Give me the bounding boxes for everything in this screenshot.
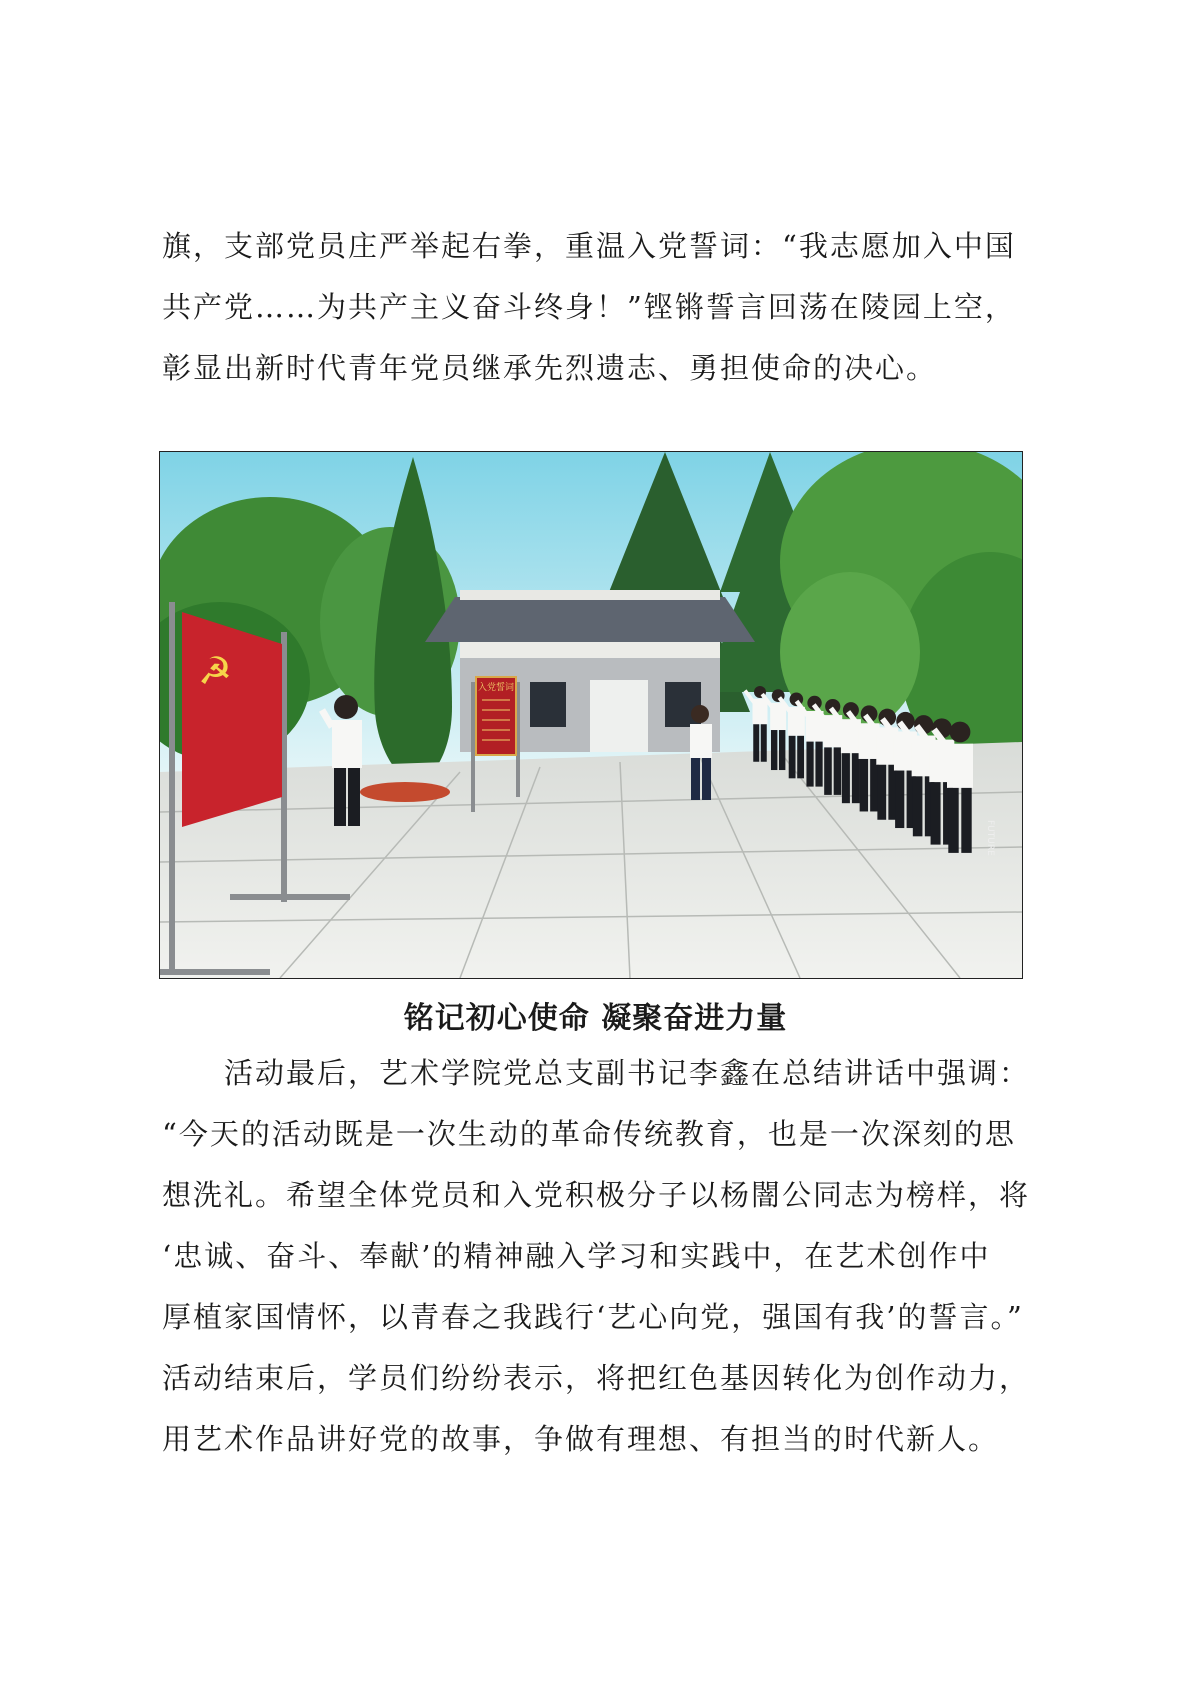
text-line: ‘忠诚、奋斗、奉献’的精神融入学习和实践中，在艺术创作中 [162,1239,991,1273]
body-paragraph-summary [162,1043,1042,1470]
shirt-print: FUTURE [985,820,995,856]
event-photo [159,451,1023,979]
text-line: 用艺术作品讲好党的故事，争做有理想、有担当的时代新人。 [162,1422,1000,1456]
text-line: 旗，支部党员庄严举起右拳，重温入党誓词：“我志愿加入中国 [162,229,1016,263]
oath-sign-heading: 入党誓词 [477,683,515,693]
text-line: 共产党……为共产主义奋斗终身！”铿锵誓言回荡在陵园上空， [162,290,1016,324]
body-paragraph-oath [162,216,1042,399]
text-line: 活动结束后，学员们纷纷表示，将把红色基因转化为创作动力， [162,1361,1031,1395]
text-line: “今天的活动既是一次生动的革命传统教育，也是一次深刻的思 [162,1117,1016,1151]
party-flag [182,612,282,827]
photo-caption: 铭记初心使命 凝聚奋进力量 [403,1001,788,1036]
party-emblem-icon: ☭ [198,649,233,693]
text-line: 活动最后，艺术学院党总支副书记李鑫在总结讲话中强调： [162,1056,1031,1090]
text-line: 想洗礼。希望全体党员和入党积极分子以杨闇公同志为榜样，将 [162,1178,1031,1212]
text-line: 厚植家国情怀，以青春之我践行‘艺心向党，强国有我’的誓言。” [162,1300,1024,1334]
text-line: 彰显出新时代青年党员继承先烈遗志、勇担使命的决心。 [162,351,938,385]
